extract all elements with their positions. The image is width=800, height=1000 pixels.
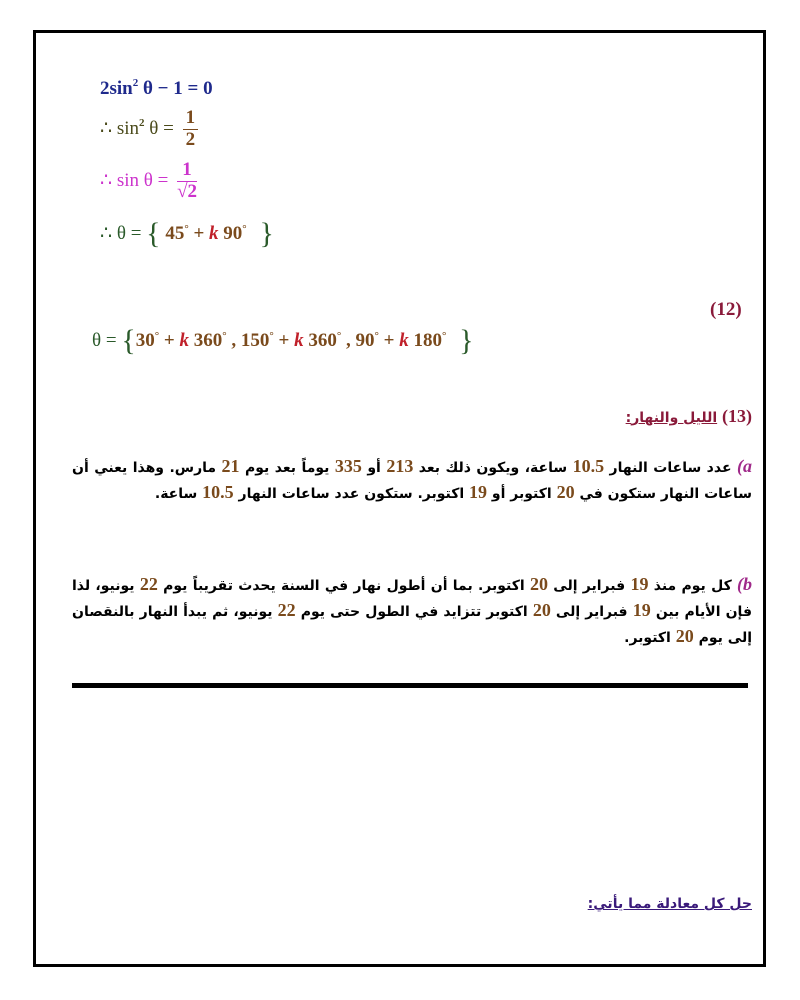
problem-13-title: الليل والنهار	[631, 410, 718, 426]
part-a-text-6: اكتوبر أو	[487, 486, 557, 502]
part-b-text-7: يونيو، ثم يبدأ النهار بالنقصان إلى يوم	[72, 604, 752, 646]
part-a-number-3: 335	[334, 456, 362, 476]
eq1-lead: 2sin	[100, 78, 133, 99]
eq1-exponent: 2	[132, 77, 139, 89]
eq4-degree-a: °	[184, 223, 189, 235]
part-b-text-2: فبراير إلى	[548, 578, 631, 594]
q12-degree-3b: °	[442, 330, 447, 342]
part-b-number-1: 19	[630, 574, 649, 594]
part-b-text-3: اكتوبر. بما أن أطول نهار في السنة يحدث تقريباً يوم	[157, 578, 530, 594]
part-a-text-3: أو	[361, 460, 387, 476]
q12-angle-30: 30	[135, 330, 155, 351]
problem-12-solution	[92, 326, 474, 356]
equation-line-4	[100, 219, 274, 249]
part-b-text-8: اكتوبر.	[624, 630, 676, 646]
part-b-text-4: يونيو، لذا فإن الأيام بين	[72, 578, 752, 620]
eq3-lead: ∴ sin θ =	[100, 169, 169, 191]
eq4-plus: +	[188, 223, 210, 244]
part-b-number-7: 20	[675, 626, 694, 646]
q12-degree-1b: °	[222, 330, 227, 342]
part-a-number-5: 20	[556, 482, 575, 502]
eq2-fraction	[183, 108, 199, 151]
equation-line-1	[100, 78, 213, 98]
eq2-numerator: 1	[183, 108, 199, 130]
q12-k-3: k	[399, 330, 409, 351]
q12-angle-90: 90	[355, 330, 375, 351]
problem-13-heading	[452, 404, 752, 430]
next-section-heading: حل كل معادلة مما يأتي:	[587, 896, 752, 912]
eq4-degree-b: °	[242, 223, 247, 235]
part-b-text-1: كل يوم منذ	[648, 578, 732, 594]
eq2-rest: θ =	[144, 117, 174, 139]
part-a-text-2: ساعة، ويكون ذلك بعد	[413, 460, 573, 476]
q12-k-2: k	[294, 330, 304, 351]
problem-13a-paragraph	[72, 454, 752, 506]
q12-degree-1: °	[154, 330, 160, 342]
q12-plus-3: +	[378, 330, 400, 351]
part-a-number-7: 10.5	[202, 482, 234, 502]
eq4-lead: ∴ θ =	[100, 223, 142, 244]
eq4-angle-b: 90	[218, 223, 243, 244]
eq4-k: k	[209, 223, 219, 244]
q12-plus-2: +	[273, 330, 295, 351]
eq3-numerator: 1	[177, 160, 197, 182]
part-a-label: a)	[737, 456, 752, 476]
part-a-number-2: 213	[386, 456, 414, 476]
q12-degree-3: °	[374, 330, 379, 342]
part-a-number-4: 21	[221, 456, 240, 476]
equation-line-3	[100, 160, 197, 203]
q12-period-1: 360	[188, 330, 223, 351]
part-b-number-4: 19	[632, 600, 651, 620]
section-divider	[72, 683, 748, 688]
part-a-number-1: 10.5	[572, 456, 605, 476]
q12-period-3: 180	[408, 330, 442, 351]
eq4-close-brace: }	[259, 217, 274, 250]
eq2-exponent: 2	[139, 116, 145, 129]
q12-open-brace: {	[121, 324, 136, 357]
eq2-lead: ∴ sin	[100, 117, 140, 139]
problem-12-number: (12)	[710, 299, 742, 320]
q12-period-2: 360	[303, 330, 337, 351]
part-b-text-6: اكتوبر تتزايد في الطول حتى يوم	[295, 604, 533, 620]
part-a-number-6: 19	[469, 482, 488, 502]
eq1-rest: θ − 1 = 0	[138, 78, 213, 99]
q12-angle-150: 150	[240, 330, 270, 351]
problem-13-number: (13)	[722, 406, 752, 426]
eq2-denominator: 2	[185, 128, 196, 150]
eq3-denominator: √2	[177, 180, 198, 202]
eq3-fraction	[177, 160, 197, 203]
part-b-label: b)	[737, 574, 753, 594]
problem-12-label	[710, 300, 742, 319]
q12-degree-2: °	[269, 330, 274, 342]
equation-line-2	[100, 108, 198, 151]
q12-sep-1: ,	[226, 330, 241, 351]
part-b-text-5: فبراير إلى	[550, 604, 633, 620]
part-a-text-8: ساعة.	[154, 486, 203, 502]
part-a-text-5: مارس. وهذا يعني أن ساعات النهار ستكون في	[72, 460, 752, 502]
part-b-number-2: 20	[530, 574, 548, 594]
part-a-text-7: اكتوبر. ستكون عدد ساعات النهار	[233, 486, 470, 502]
q12-k-1: k	[179, 330, 189, 351]
q12-degree-2b: °	[336, 330, 342, 342]
q12-close-brace: }	[459, 324, 474, 357]
part-b-number-5: 20	[532, 600, 551, 620]
part-a-text-1: عدد ساعات النهار	[604, 460, 732, 476]
q12-plus-1: +	[159, 330, 180, 351]
problem-13b-paragraph	[72, 572, 752, 650]
q12-theta: θ =	[92, 330, 117, 351]
part-a-text-4: يوماً بعد يوم	[239, 460, 335, 476]
part-b-number-6: 22	[277, 600, 296, 620]
eq4-angle-a: 45	[165, 223, 185, 244]
eq4-open-brace: {	[146, 217, 161, 250]
q12-sep-2: ,	[341, 330, 356, 351]
problem-13-colon: :	[625, 410, 632, 426]
part-b-number-3: 22	[139, 574, 158, 594]
